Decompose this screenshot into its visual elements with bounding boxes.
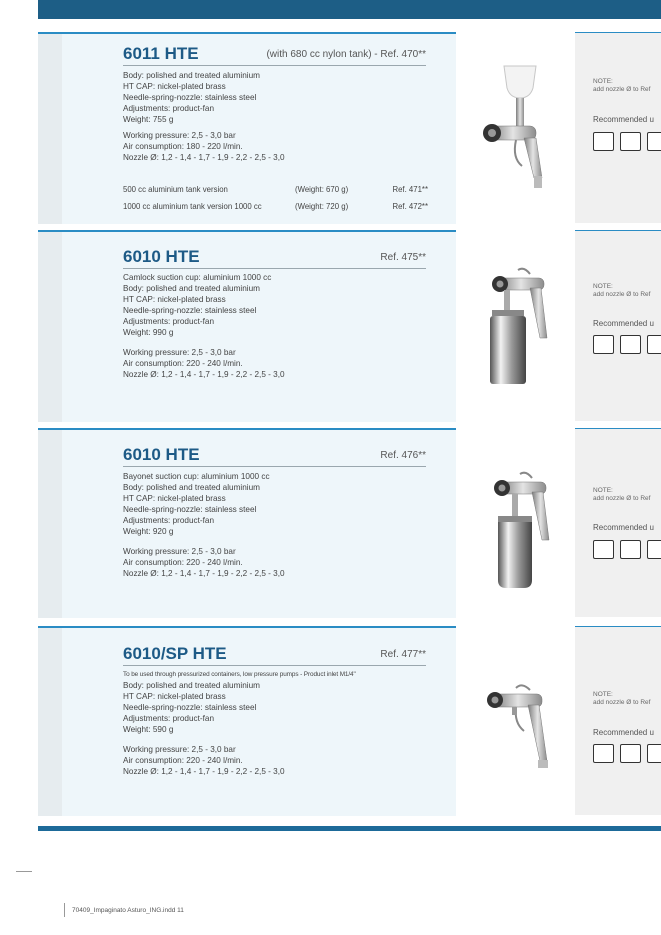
- car-icon: [593, 132, 614, 151]
- gravity-spray-gun-image: [480, 62, 560, 192]
- furniture-icon: [647, 540, 661, 559]
- spec-item: Needle-spring-nozzle: stainless steel: [123, 93, 257, 102]
- header-bar: [38, 0, 661, 19]
- spec-list: [123, 272, 271, 338]
- product-ref: Ref. 475**: [380, 252, 426, 263]
- perf-item: Nozzle Ø: 1,2 - 1,4 - 1,7 - 1,9 - 2,2 - 2,5 - 3,0: [123, 370, 285, 379]
- furniture-icon: [647, 335, 661, 354]
- spec-list: [123, 669, 356, 735]
- title-divider: [123, 65, 426, 66]
- title-divider: [123, 268, 426, 269]
- perf-item: Nozzle Ø: 1,2 - 1,4 - 1,7 - 1,9 - 2,2 - 2,5 - 3,0: [123, 153, 285, 162]
- spec-list: [123, 70, 260, 125]
- spec-item: HT CAP: nickel-plated brass: [123, 692, 226, 701]
- info-panel: [575, 230, 661, 421]
- product-section-6010-hte-bayonet: [38, 428, 456, 618]
- pressure-spray-gun-image: [482, 680, 552, 772]
- spec-item: Weight: 920 g: [123, 527, 174, 536]
- perf-item: Air consumption: 220 - 240 l/min.: [123, 558, 243, 567]
- product-title: 6010 HTE: [123, 445, 200, 464]
- info-panel: [575, 428, 661, 617]
- note-text: NOTE: add nozzle Ø to Ref: [593, 283, 651, 298]
- recommended-use-label: Recommended u: [593, 115, 654, 124]
- suction-spray-gun-image: [484, 266, 554, 388]
- recommended-use-icons: [593, 744, 661, 763]
- spec-intro: Bayonet suction cup: aluminium 1000 cc: [123, 472, 270, 481]
- footer-bar: [38, 826, 661, 831]
- product-ref: (with 680 cc nylon tank) - Ref. 470**: [266, 49, 426, 60]
- title-divider: [123, 466, 426, 467]
- spec-item: Body: polished and treated aluminium: [123, 284, 260, 293]
- performance-list: [123, 744, 285, 777]
- crop-mark: [64, 903, 65, 917]
- variant-label: 1000 cc aluminium tank version 1000 cc: [123, 202, 262, 211]
- info-panel: [575, 626, 661, 815]
- spec-item: Adjustments: product-fan: [123, 516, 215, 525]
- spec-item: Body: polished and treated aluminium: [123, 71, 260, 80]
- industry-icon: [620, 335, 641, 354]
- spec-item: Needle-spring-nozzle: stainless steel: [123, 306, 257, 315]
- perf-item: Working pressure: 2,5 - 3,0 bar: [123, 745, 236, 754]
- spec-item: Adjustments: product-fan: [123, 714, 215, 723]
- note-text: NOTE: add nozzle Ø to Ref: [593, 691, 651, 706]
- perf-item: Nozzle Ø: 1,2 - 1,4 - 1,7 - 1,9 - 2,2 - 2,5 - 3,0: [123, 569, 285, 578]
- performance-list: [123, 130, 285, 163]
- spec-item: Weight: 755 g: [123, 115, 174, 124]
- perf-item: Air consumption: 220 - 240 l/min.: [123, 359, 243, 368]
- note-text: NOTE: add nozzle Ø to Ref: [593, 78, 651, 93]
- product-title: 6011 HTE: [123, 44, 199, 63]
- furniture-icon: [647, 744, 661, 763]
- spec-item: HT CAP: nickel-plated brass: [123, 82, 226, 91]
- industry-icon: [620, 132, 641, 151]
- recommended-use-label: Recommended u: [593, 728, 654, 737]
- perf-item: Working pressure: 2,5 - 3,0 bar: [123, 547, 236, 556]
- spec-item: Body: polished and treated aluminium: [123, 483, 260, 492]
- perf-item: Nozzle Ø: 1,2 - 1,4 - 1,7 - 1,9 - 2,2 - 2,5 - 3,0: [123, 767, 285, 776]
- car-icon: [593, 335, 614, 354]
- spec-item: Body: polished and treated aluminium: [123, 681, 260, 690]
- product-section-6010-hte-camlock: [38, 230, 456, 422]
- spec-intro: To be used through pressurized containers, low pressure pumps - Product inlet M1/4": [123, 671, 356, 678]
- variant-label: 500 cc aluminium tank version: [123, 185, 228, 194]
- recommended-use-icons: [593, 132, 661, 151]
- spec-intro: Camlock suction cup: aluminium 1000 cc: [123, 273, 272, 282]
- variant-row: [123, 185, 428, 194]
- product-title: 6010/SP HTE: [123, 644, 227, 663]
- spec-item: Needle-spring-nozzle: stainless steel: [123, 505, 257, 514]
- recommended-use-icons: [593, 335, 661, 354]
- perf-item: Working pressure: 2,5 - 3,0 bar: [123, 348, 236, 357]
- product-section-6010-sp-hte: [38, 626, 456, 816]
- title-divider: [123, 665, 426, 666]
- spec-item: Weight: 590 g: [123, 725, 174, 734]
- suction-spray-gun-image: [490, 470, 554, 590]
- spec-item: Adjustments: product-fan: [123, 104, 215, 113]
- variant-ref: Ref. 471**: [392, 185, 428, 194]
- recommended-use-icons: [593, 540, 661, 559]
- spec-list: [123, 471, 270, 537]
- spec-item: HT CAP: nickel-plated brass: [123, 494, 226, 503]
- spec-item: HT CAP: nickel-plated brass: [123, 295, 226, 304]
- print-footer: 70409_Impaginato Asturo_ING.indd 11: [72, 907, 184, 914]
- perf-item: Air consumption: 180 - 220 l/min.: [123, 142, 243, 151]
- spec-item: Weight: 990 g: [123, 328, 174, 337]
- product-ref: Ref. 476**: [380, 450, 426, 461]
- perf-item: Air consumption: 220 - 240 l/min.: [123, 756, 243, 765]
- product-section-6011-hte: [38, 32, 456, 224]
- crop-mark: [16, 871, 32, 872]
- product-ref: Ref. 477**: [380, 649, 426, 660]
- perf-item: Working pressure: 2,5 - 3,0 bar: [123, 131, 236, 140]
- variant-ref: Ref. 472**: [392, 202, 428, 211]
- variant-row: [123, 202, 428, 211]
- variant-weight: (Weight: 670 g): [295, 185, 349, 194]
- recommended-use-label: Recommended u: [593, 523, 654, 532]
- industry-icon: [620, 744, 641, 763]
- spec-item: Adjustments: product-fan: [123, 317, 215, 326]
- note-text: NOTE: add nozzle Ø to Ref: [593, 487, 651, 502]
- performance-list: [123, 546, 285, 579]
- info-panel: [575, 32, 661, 223]
- industry-icon: [620, 540, 641, 559]
- product-title: 6010 HTE: [123, 247, 200, 266]
- car-icon: [593, 744, 614, 763]
- recommended-use-label: Recommended u: [593, 319, 654, 328]
- spec-item: Needle-spring-nozzle: stainless steel: [123, 703, 257, 712]
- performance-list: [123, 347, 285, 380]
- car-icon: [593, 540, 614, 559]
- variant-weight: (Weight: 720 g): [295, 202, 349, 211]
- furniture-icon: [647, 132, 661, 151]
